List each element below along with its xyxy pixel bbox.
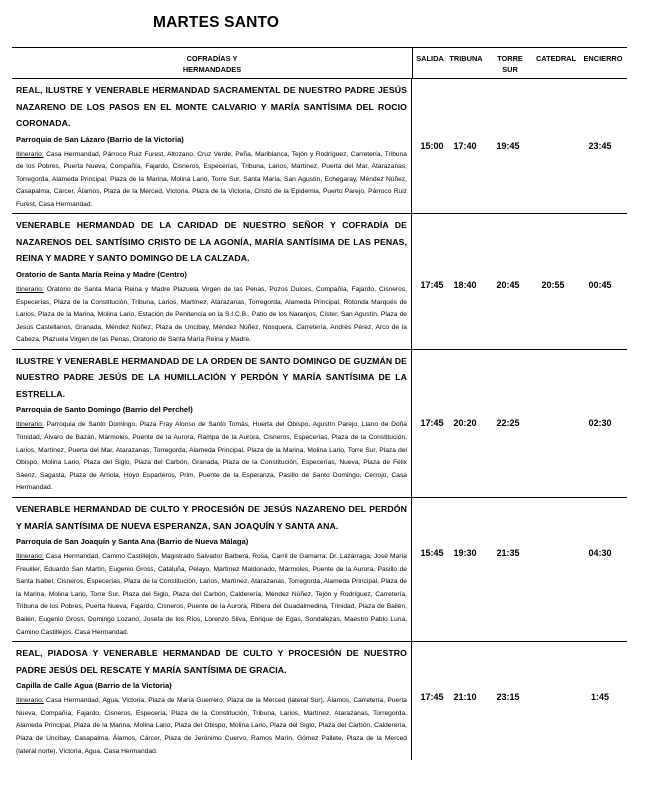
time-encierro: 00:45: [588, 280, 612, 291]
time-salida: 17:45: [420, 280, 444, 291]
header-encierro: ENCIERRO: [583, 54, 623, 63]
time-torre-sur: 23:15: [496, 692, 520, 703]
time-salida: 17:45: [420, 692, 444, 703]
time-torre-sur: 19:45: [496, 141, 520, 151]
table-row: [12, 642, 627, 760]
itinerary-label: Itinerario:: [16, 421, 44, 429]
time-torre-sur: 20:45: [496, 280, 520, 291]
brotherhood-name: REAL, ILUSTRE Y VENERABLE HERMANDAD SACRAMENTAL DE NUESTRO PADRE JESÚS NAZARENO DE LOS PASOS EN EL MONTE CALVARIO Y MARÍA SANTÍSIMA DEL ROCIO CORONADA.: [16, 85, 407, 128]
parish-name: Capilla de Calle Agua (Barrio de la Victoria): [16, 681, 172, 691]
header-cofradias: [12, 48, 413, 78]
brotherhood-cell: [12, 498, 412, 641]
table-row: [12, 79, 627, 214]
itinerary-text: Parroquia de Santo Domingo, Plaza Fray Alonso de Santo Tomás, Huerta del Obispo, Agustín Parejo, Llano de Doña Trinidad, Álvaro de Bazán, Mármoles, Puente de la Aurora, Rampa de la Aurora, Cisneros, Especerías, Plaza de la Constitución, Larios, Martínez, Puerta del Mar, Atarazanas, Torregorda, Alameda Principal, Plaza de la Marina, Molina Lario, Torre Sur, Plaza del Obispo, Molina Lario, Plaza del Siglo, Plaza del Carbón, Granada, Plaza de la Constitución, Especerías, Nueva, Plaza de Félix Sáenz, Sagasta, Plaza de Arriola, Hoyo Esparteros, Prim, Puente de la Esperanza, Pasillo de Santo Domingo, Cerrojo, Casa Hermandad.: [16, 421, 407, 492]
itinerary-label: Itinerario:: [16, 553, 44, 560]
itinerary-text: Casa Hermandad, Agua, Victoria, Plaza de María Guerrero, Plaza de la Merced (lateral Sur), Álamos, Carretería, Puerta Nueva, Compañía, Fajardo, Cisneros, Especería, Plaza de la Constitución, Tribuna, Larios, Martínez, Atarazanas, Torregorda, Alameda Principal, Plaza de la Marina, Molina Lario, Plaza del Obispo, Molina Lario, Plaza del Siglo, Plaza del Carbón, Calderería, Plaza de Uncibay, Casapalma, Álamos, Cárcer, Plaza de Jerónimo Cuervo, Ramos Marín, Gómez Pallete, Plaza de la Merced (lateral norte), Victoria, Agua, Casa Hermandad.: [16, 697, 407, 755]
brotherhood-cell: [12, 214, 412, 348]
brotherhood-cell: [12, 642, 412, 760]
time-tribuna: 17:40: [453, 141, 477, 151]
time-catedral: 20:55: [541, 280, 565, 291]
itinerary-text: Casa Hermandad, Párroco Ruiz Furest, Altozano, Cruz Verde, Peña, Mariblanca, Tejón y Rodríguez, Carretería, Tribuna de los Pobres, Puerta Nueva, Compañía, Fajardo, Cisneros, Especerías, Tribuna, Larios, Martínez, Puerta del Mar, Atarazanas, Torregorda, Alameda Principal, Plaza de la Marina, Molina Lario, Torre Sur, Santa María, San Agustín, Echegaray, Méndez Núñez, Casapalma, Cárcer, Álamos, Plaza de la Merced, Victoria, Plaza de la Victoria, Cristo de la Epidemia, Puerto Parejo, Párroco Ruiz Furest, Casa Hermandad.: [16, 150, 407, 208]
table-row: [12, 350, 627, 498]
parish-name: Parroquia de Santo Domingo (Barrio del Perchel): [16, 405, 193, 415]
time-tribuna: 19:30: [453, 548, 477, 558]
itinerary: [16, 149, 407, 212]
table-row: [12, 214, 627, 349]
brotherhood-cell: [12, 350, 412, 497]
time-encierro: 1:45: [590, 692, 609, 703]
brotherhood-name: VENERABLE HERMANDAD DE CULTO Y PROCESIÓN DE JESÚS NAZARENO DEL PERDÓN Y MARÍA SANTÍSIMA DE NUEVA ESPERANZA, SAN JOAQUÍN Y SANTA ANA.: [16, 504, 407, 531]
brotherhood-name: REAL, PIADOSA Y VENERABLE HERMANDAD DE CULTO Y PROCESIÓN DE NUESTRO PADRE JESÚS DEL RESCATE Y MARÍA SANTÍSIMA DE GRACIA.: [16, 648, 407, 675]
table-row: [12, 498, 627, 642]
time-torre-sur: 22:25: [496, 417, 520, 428]
itinerary: [16, 419, 407, 495]
page-title: MARTES SANTO: [153, 14, 280, 31]
itinerary-text: Casa Hermandad, Camino Castillejos, Magistrado Salvador Barberá, Rosa, Carril de Gamarra, Dr. Lazárraga, José María Freuiller, Eduardo San Martín, Eugenio Gross, Cataluña, Pelayo, Martínez Maldonado, Mármoles, Puente de la Aurora, Pasillo de Santa Isabel, Cisneros, Especerías, Plaza de la Constitución, Larios, Martínez, Atarazanas, Torregorda, Alameda Principal, Plaza de la Marina, Molina Lario, Torre Sur, Plaza del Siglo, Plaza del Carbón, Calderería, Méndez Núñez, Tejón y Rodríguez, Carretería, Tribuna de los Pobres, Puerta Nueva, Fajardo, Cisneros, Puente de la Aurora, Ribera del Guadalmedina, Trinidad, Plaza de Bailén, Bailén, Eugenio Gross, Domingo Lozano, Josefa de los Ríos, Lorenzo Silva, Enrique de Egas, Sondalezas, Maestro Pablo Luna, Camino Castillejos, Casa Hermandad.: [16, 553, 407, 636]
header-torre-line1: TORRE: [497, 54, 523, 63]
schedule-table: [12, 47, 627, 760]
time-encierro: 04:30: [588, 548, 612, 558]
itinerary-label: Itinerario:: [16, 697, 44, 705]
time-salida: 17:45: [420, 417, 444, 428]
parish-name: Parroquia de San Lázaro (Barrio de la Victoria): [16, 134, 184, 144]
times-cell: [412, 350, 627, 497]
itinerary: [16, 695, 407, 758]
header-torre-line2: SUR: [502, 65, 518, 74]
table-header: [12, 47, 627, 79]
times-cell: [412, 214, 627, 348]
header-salida: SALIDA: [416, 54, 444, 63]
itinerary-label: Itinerario:: [16, 150, 44, 158]
brotherhood-cell: [12, 79, 412, 213]
header-catedral: CATEDRAL: [535, 54, 577, 63]
time-tribuna: 20:20: [453, 417, 477, 428]
itinerary-label: Itinerario:: [16, 285, 44, 293]
brotherhood-name: VENERABLE HERMANDAD DE LA CARIDAD DE NUESTRO SEÑOR Y COFRADÍA DE NAZARENOS DEL SANTÍSIMO CRISTO DE LA AGONÍA, MARÍA SANTÍSIMA DE LAS PENAS, REINA Y MADRE Y SANTO DOMINGO DE LA CALZADA.: [16, 220, 407, 264]
times-cell: [412, 79, 627, 213]
time-tribuna: 21:10: [453, 692, 477, 703]
itinerary: [16, 551, 407, 639]
times-cell: [412, 498, 627, 641]
header-cofradias-line2: HERMANDADES: [182, 65, 242, 74]
time-salida: 15:00: [420, 141, 444, 151]
time-torre-sur: 21:35: [496, 548, 520, 558]
parish-name: Oratorio de Santa María Reina y Madre (Centro): [16, 269, 187, 279]
itinerary-text: Oratorio de Santa María Reina y Madre Plazuela Virgen de las Penas, Pozos Dulces, Compañía, Fajardo, Cisneros, Especerías, Plaza de la Constitución, Tribuna, Larios, Martínez, Atarazanas, Torregorda, Alameda Principal, Rotonda Marqués de Larios, Plaza de la Marina, Molina Lario, Estación de Penitencia en la S.I.C.B., Patio de los Naranjos, Císter, San Agustín, Plaza de Jesús Castellanos, Granada, Méndez Núñez, Plaza de Uncibay, Méndez Núñez, Nosquera, Carretería, Andrés Pérez, Arco de la Cabeza, Plazuela Virgen de las Penas, Oratorio de Santa María Reina y Madre.: [16, 285, 407, 344]
time-encierro: 02:30: [588, 417, 612, 428]
parish-name: Parroquia de San Joaquín y Santa Ana (Barrio de Nueva Málaga): [16, 537, 249, 546]
time-encierro: 23:45: [588, 141, 612, 151]
time-tribuna: 18:40: [453, 280, 477, 291]
header-tribuna: TRIBUNA: [449, 54, 483, 63]
header-cofradias-line1: COFRADÍAS Y: [186, 54, 238, 63]
times-cell: [412, 642, 627, 760]
itinerary: [16, 284, 407, 347]
header-torre-sur: [492, 53, 528, 75]
brotherhood-name: ILUSTRE Y VENERABLE HERMANDAD DE LA ORDEN DE SANTO DOMINGO DE GUZMÁN DE NUESTRO PADRE JESÚS DE LA HUMILLACIÓN Y PERDÓN Y MARÍA SANTÍSIMA DE LA ESTRELLA.: [16, 355, 407, 399]
time-salida: 15:45: [420, 548, 444, 558]
